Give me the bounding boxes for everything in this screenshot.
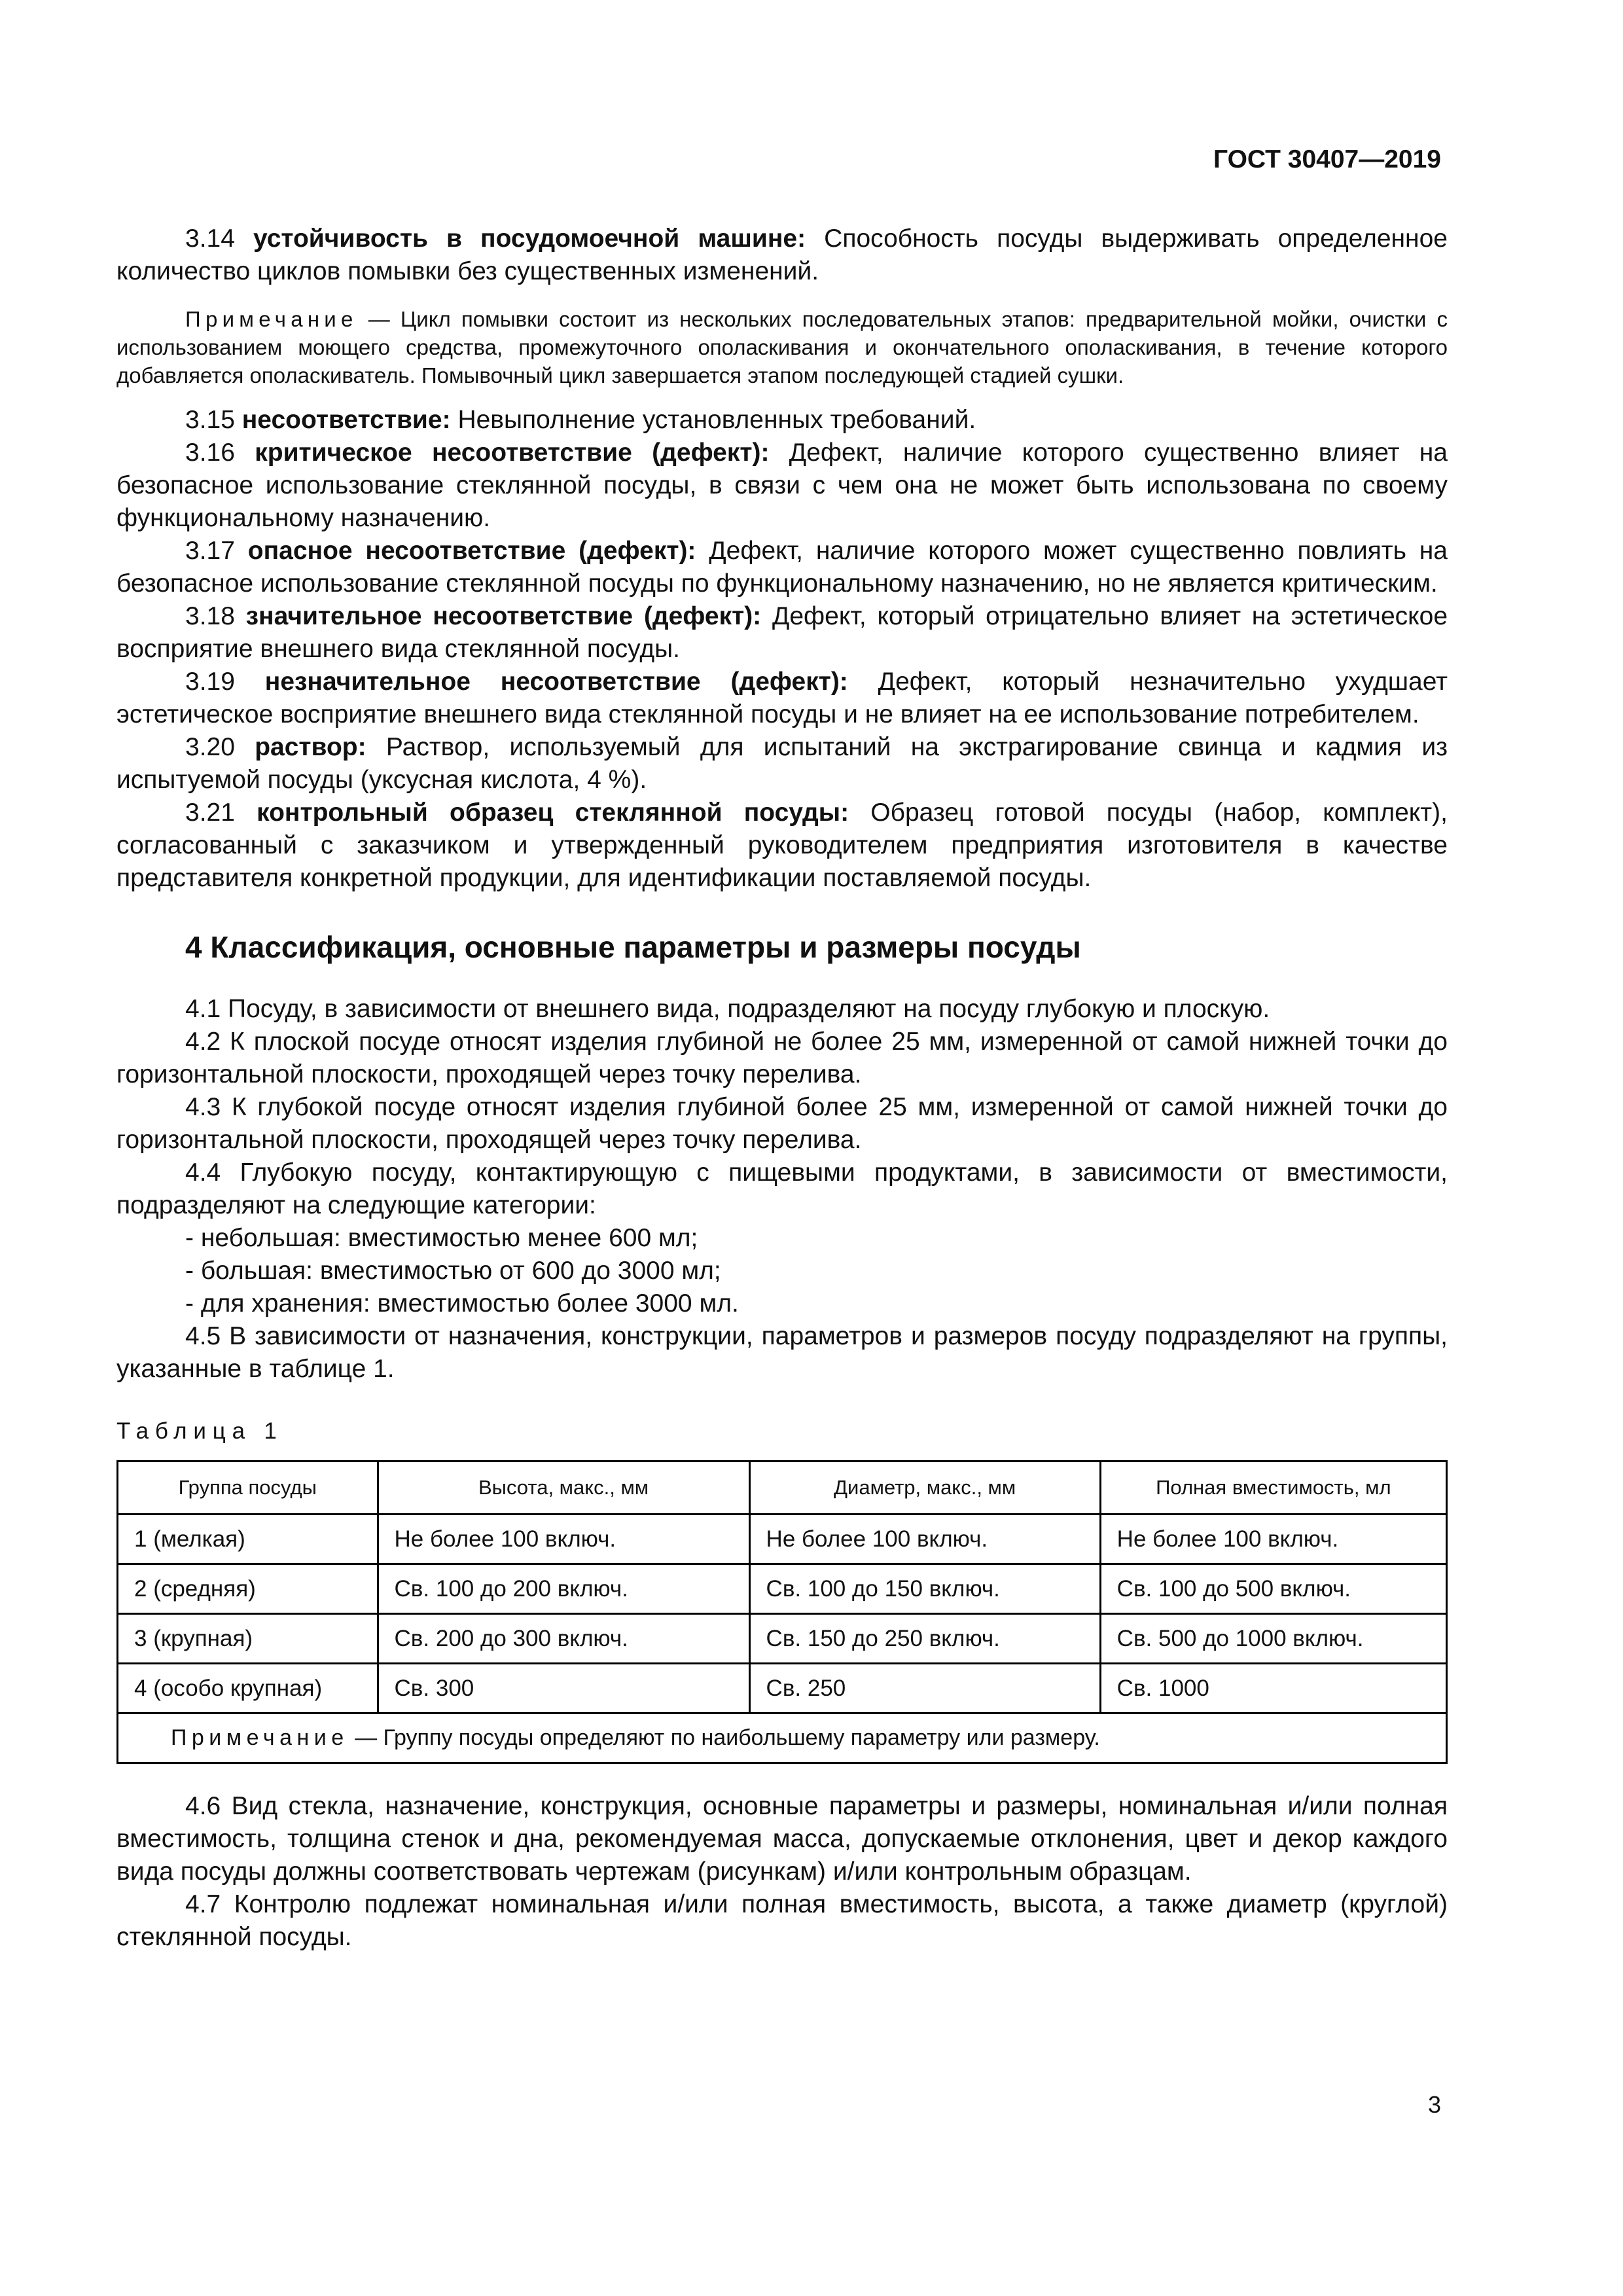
term-definition: Способность посуды выдерживать определенное количество циклов помывки без существенных изменений. bbox=[116, 224, 1448, 285]
term-definition: Раствор, используемый для испытаний на экстрагирование свинца и кадмия из испытуемой посуды (уксусная кислота, 4 %). bbox=[116, 733, 1448, 794]
table-row bbox=[118, 1515, 1447, 1564]
term-3-14 bbox=[116, 223, 1448, 288]
term-number: 3.21 bbox=[185, 798, 235, 827]
header-capacity: Полная вместимость, мл bbox=[1100, 1462, 1446, 1515]
list-item-storage: - для хранения: вместимостью более 3000 мл. bbox=[185, 1289, 739, 1318]
table-row bbox=[118, 1564, 1447, 1614]
term-name: контрольный образец стеклянной посуды: bbox=[257, 798, 849, 827]
term-3-20 bbox=[116, 731, 1448, 797]
note-label: Примечание bbox=[185, 307, 358, 331]
term-number: 3.20 bbox=[185, 733, 235, 761]
table-note-label: Примечание bbox=[171, 1725, 349, 1750]
term-number: 3.14 bbox=[185, 224, 235, 253]
table-1 bbox=[116, 1460, 1448, 1764]
term-3-17 bbox=[116, 535, 1448, 600]
term-number: 3.19 bbox=[185, 668, 235, 696]
list-item-small: - небольшая: вместимостью менее 600 мл; bbox=[185, 1224, 698, 1252]
table-note-row bbox=[118, 1713, 1447, 1763]
term-name: незначительное несоответствие (дефект): bbox=[264, 668, 848, 696]
page-content bbox=[116, 223, 1448, 1954]
table-cell: 2 (средняя) bbox=[118, 1564, 378, 1614]
term-number: 3.18 bbox=[185, 602, 235, 630]
term-definition: Дефект, который незначительно ухудшает эстетическое восприятие внешнего вида стеклянной посуды и не влияет на ее использование потребителем. bbox=[116, 668, 1448, 728]
table-cell: 1 (мелкая) bbox=[118, 1515, 378, 1564]
term-name: критическое несоответствие (дефект): bbox=[255, 439, 770, 467]
note-wash-cycle bbox=[116, 305, 1448, 389]
header-height: Высота, макс., мм bbox=[378, 1462, 749, 1515]
term-number: 3.17 bbox=[185, 537, 235, 565]
term-definition: Дефект, который отрицательно влияет на эстетическое восприятие внешнего вида стеклянной посуды. bbox=[116, 602, 1448, 663]
table-cell: Св. 500 до 1000 включ. bbox=[1100, 1614, 1446, 1664]
term-definition: Дефект, наличие которого может существенно повлиять на безопасное использование стеклянной посуды по функциональному назначению, но не является критическим. bbox=[116, 537, 1448, 598]
table-cell: Св. 100 до 200 включ. bbox=[378, 1564, 749, 1614]
term-definition: Невыполнение установленных требований. bbox=[457, 406, 976, 434]
paragraph-4-4: 4.4 Глубокую посуду, контактирующую с пищевыми продуктами, в зависимости от вместимости, подразделяют на следующие категории: bbox=[116, 1158, 1448, 1219]
note-text: — Цикл помывки состоит из нескольких последовательных этапов: предварительной мойки, очистки с использованием моющего средства, промежуточного ополаскивания и окончательного ополаскивания, в течение которого добавляется ополаскиватель. Помывочный цикл завершается этапом последующей стадией сушки. bbox=[116, 307, 1448, 387]
term-3-19 bbox=[116, 666, 1448, 731]
term-name: опасное несоответствие (дефект): bbox=[247, 537, 696, 565]
table-cell: 3 (крупная) bbox=[118, 1614, 378, 1664]
term-3-18 bbox=[116, 600, 1448, 666]
table-cell: Св. 300 bbox=[378, 1664, 749, 1713]
paragraph-4-5: 4.5 В зависимости от назначения, конструкции, параметров и размеров посуду подразделяют на группы, указанные в таблице 1. bbox=[116, 1322, 1448, 1383]
paragraph-4-1: 4.1 Посуду, в зависимости от внешнего вида, подразделяют на посуду глубокую и плоскую. bbox=[185, 995, 1270, 1023]
table-cell: Св. 150 до 250 включ. bbox=[749, 1614, 1100, 1664]
table-note bbox=[118, 1713, 1447, 1763]
table-row bbox=[118, 1614, 1447, 1664]
table-cell: Св. 100 до 150 включ. bbox=[749, 1564, 1100, 1614]
table-header-row bbox=[118, 1462, 1447, 1515]
table-cell: Св. 1000 bbox=[1100, 1664, 1446, 1713]
document-code: ГОСТ 30407—2019 bbox=[1213, 145, 1441, 173]
term-3-16 bbox=[116, 437, 1448, 535]
table-row bbox=[118, 1664, 1447, 1713]
term-name: устойчивость в посудомоечной машине: bbox=[253, 224, 806, 253]
term-name: несоответствие: bbox=[241, 406, 451, 434]
paragraph-4-3: 4.3 К глубокой посуде относят изделия глубиной более 25 мм, измеренной от самой нижней точки до горизонтальной плоскости, проходящей через точку перелива. bbox=[116, 1093, 1448, 1154]
table-cell: Не более 100 включ. bbox=[749, 1515, 1100, 1564]
term-number: 3.16 bbox=[185, 439, 235, 467]
term-3-15 bbox=[116, 404, 1448, 437]
section-4-heading: 4 Классификация, основные параметры и размеры посуды bbox=[185, 930, 1081, 964]
table-cell: Не более 100 включ. bbox=[378, 1515, 749, 1564]
term-3-21 bbox=[116, 797, 1448, 895]
list-item-large: - большая: вместимостью от 600 до 3000 мл; bbox=[185, 1257, 721, 1285]
term-name: раствор: bbox=[255, 733, 366, 761]
term-definition: Образец готовой посуды (набор, комплект), согласованный с заказчиком и утвержденный руководителем предприятия изготовителя в качестве представителя конкретной продукции, для идентификации поставляемой посуды. bbox=[116, 798, 1448, 892]
table-cell: Св. 250 bbox=[749, 1664, 1100, 1713]
paragraph-4-7: 4.7 Контролю подлежат номинальная и/или полная вместимость, высота, а также диаметр (круглой) стеклянной посуды. bbox=[116, 1890, 1448, 1951]
table-cell: Св. 200 до 300 включ. bbox=[378, 1614, 749, 1664]
table-cell: Св. 100 до 500 включ. bbox=[1100, 1564, 1446, 1614]
term-name: значительное несоответствие (дефект): bbox=[245, 602, 762, 630]
table-caption: Таблица 1 bbox=[116, 1418, 283, 1444]
table-cell: Не более 100 включ. bbox=[1100, 1515, 1446, 1564]
term-number: 3.15 bbox=[185, 406, 235, 434]
page-number: 3 bbox=[1427, 2091, 1441, 2118]
table-cell: 4 (особо крупная) bbox=[118, 1664, 378, 1713]
header-group: Группа посуды bbox=[118, 1462, 378, 1515]
header-diameter: Диаметр, макс., мм bbox=[749, 1462, 1100, 1515]
term-definition: Дефект, наличие которого существенно влияет на безопасное использование стеклянной посуды, в связи с чем она не может быть использована по своему функциональному назначению. bbox=[116, 439, 1448, 532]
table-note-text: — Группу посуды определяют по наибольшему параметру или размеру. bbox=[355, 1725, 1100, 1750]
paragraph-4-6: 4.6 Вид стекла, назначение, конструкция, основные параметры и размеры, номинальная и/или полная вместимость, толщина стенок и дна, рекомендуемая масса, допускаемые отклонения, цвет и декор каждого вида посуды должны соответствовать чертежам (рисункам) и/или контрольным образцам. bbox=[116, 1792, 1448, 1886]
paragraph-4-2: 4.2 К плоской посуде относят изделия глубиной не более 25 мм, измеренной от самой нижней точки до горизонтальной плоскости, проходящей через точку перелива. bbox=[116, 1028, 1448, 1088]
